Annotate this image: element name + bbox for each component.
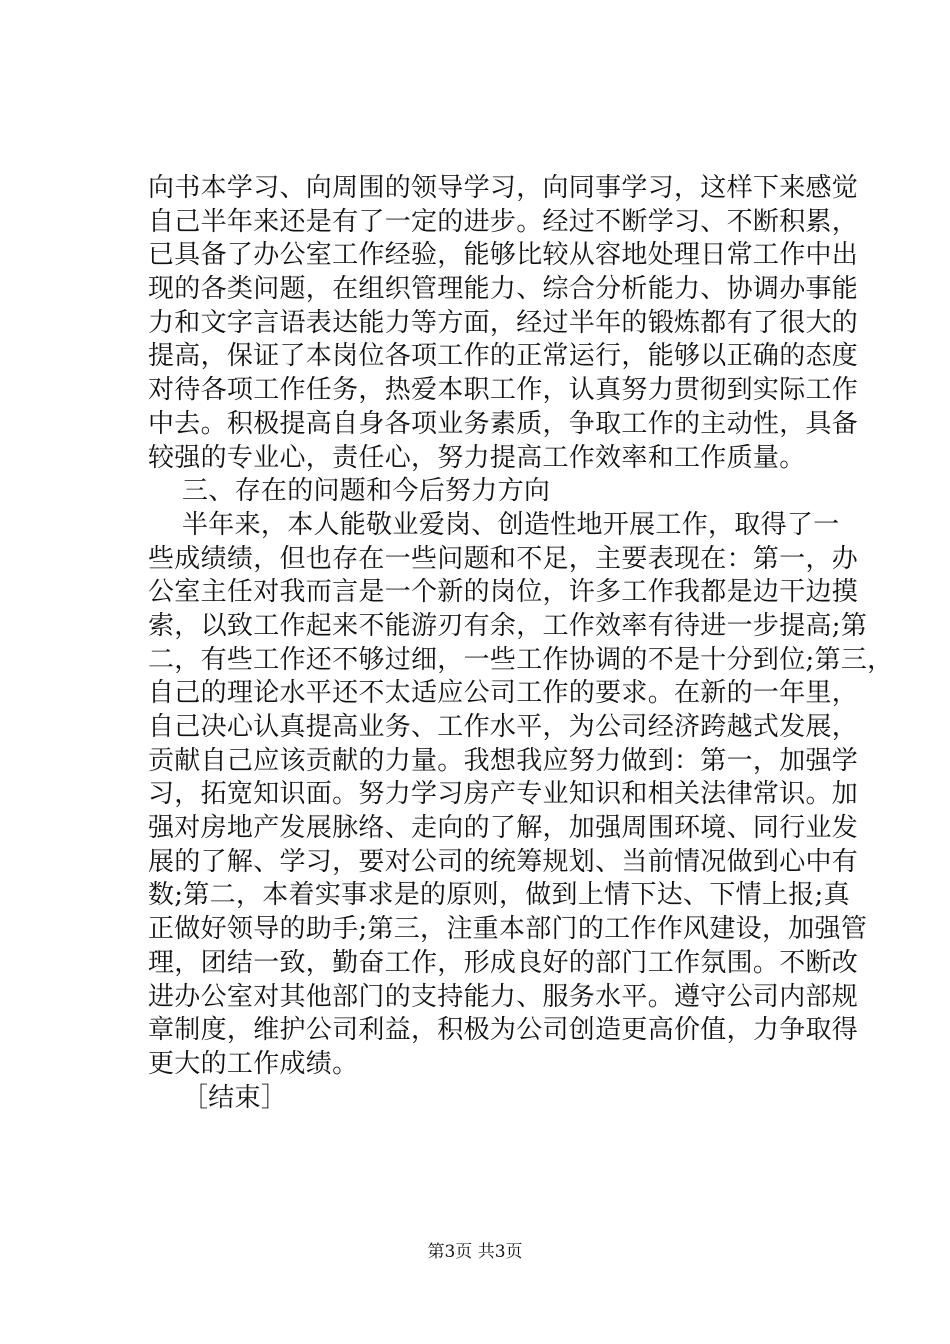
text-line: 数;第二，本着实事求是的原则，做到上情下达、下情上报;真 [148,880,850,911]
text-line: 较强的专业心，责任心，努力提高工作效率和工作质量。 [148,442,806,473]
text-line: 中去。积极提高自身各项业务素质，争取工作的主动性，具备 [148,408,859,439]
text-line: 力和文字言语表达能力等方面，经过半年的锻炼都有了很大的 [148,307,859,338]
text-line: 公室主任对我而言是一个新的岗位，许多工作我都是边干边摸 [148,577,859,608]
text-line: 已具备了办公室工作经验，能够比较从容地处理日常工作中出 [148,240,859,271]
text-line: 索，以致工作起来不能游刃有余，工作效率有待进一步提高;第 [148,610,868,641]
text-line: 正做好领导的助手;第三，注重本部门的工作作风建设，加强管 [148,914,868,945]
text-line: 强对房地产发展脉络、走向的了解，加强周围环境、同行业发 [148,813,859,844]
text-line: 进办公室对其他部门的支持能力、服务水平。遵守公司内部规 [148,981,859,1012]
text-line: 自己的理论水平还不太适应公司工作的要求。在新的一年里， [148,678,859,709]
text-line: 现的各类问题，在组织管理能力、综合分析能力、协调办事能 [148,274,859,305]
paragraph-problems-and-direction [148,509,894,1082]
text-line: 些成绩绩，但也存在一些问题和不足，主要表现在：第一，办 [148,543,859,574]
text-line: 向书本学习、向周围的领导学习，向同事学习，这样下来感觉 [148,173,859,203]
text-line: 提高，保证了本岗位各项工作的正常运行，能够以正确的态度 [148,341,859,372]
section-heading: 三、存在的问题和今后努力方向 [182,476,551,507]
document-body [148,172,894,1115]
end-marker: ［结束］ [182,1082,288,1113]
text-line: 展的了解、学习，要对公司的统筹规划、当前情况做到心中有 [148,846,859,877]
text-line: 半年来，本人能敬业爱岗、创造性地开展工作，取得了一 [182,509,840,540]
text-line: 自己半年来还是有了一定的进步。经过不断学习、不断积累， [148,206,859,237]
text-line: 习，拓宽知识面。努力学习房产专业知识和相关法律常识。加 [148,779,859,810]
paragraph-progress [148,172,859,475]
text-line: 对待各项工作任务，热爱本职工作，认真努力贯彻到实际工作 [148,375,859,406]
text-line: 章制度，维护公司利益，积极为公司创造更高价值，力争取得 [148,1015,859,1046]
page-footer: 第3页 共3页 [427,1242,523,1262]
text-line: 理，团结一致，勤奋工作，形成良好的部门工作氛围。不断改 [148,947,859,978]
text-line: 贡献自己应该贡献的力量。我想我应努力做到：第一，加强学 [148,745,859,776]
text-line: 自己决心认真提高业务、工作水平，为公司经济跨越式发展， [148,712,859,742]
text-line: 二，有些工作还不够过细，一些工作协调的不是十分到位;第三， [148,644,894,675]
text-line: 更大的工作成绩。 [148,1048,359,1079]
